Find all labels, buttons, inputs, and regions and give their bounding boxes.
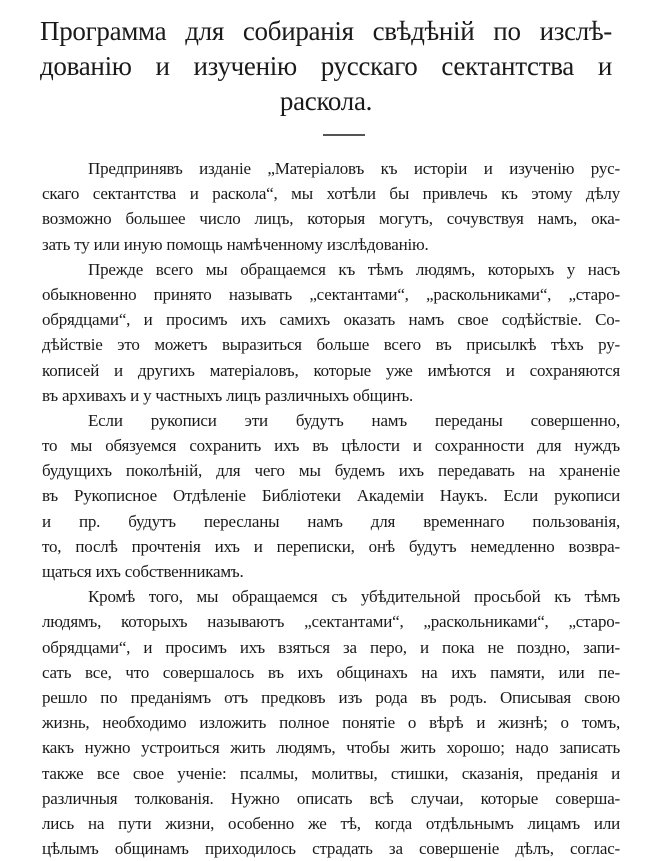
document-title [40,14,612,119]
text-line: зать ту или иную помощь намѣченному изслѣдованію. [42,234,429,254]
text-line: жизнь, необходимо изложить полное понятіе о вѣрѣ и жизнѣ; о томъ, [42,713,620,733]
text-line: въ архивахъ и у частныхъ лицъ различныхъ общинъ. [42,385,414,405]
title-line: раскола. [279,86,373,116]
text-line: кописей и другихъ матеріаловъ, которые уже имѣются и сохраняются [42,360,620,380]
text-line: людямъ, которыхъ называютъ „сектантами“, „раскольниками“, „старо- [42,612,620,632]
text-line: обыкновенно принято называть „сектантами“, „раскольниками“, „старо- [42,284,620,304]
text-line: скаго сектантства и раскола“, мы хотѣли бы привлечь къ этому дѣлу [42,184,620,204]
text-line: то мы обязуемся сохранить ихъ въ цѣлости и сохранности для нуждъ [42,436,620,456]
text-line: то, послѣ прочтенія ихъ и переписки, онѣ будутъ немедленно возвра- [42,536,620,556]
title-line: Программа для собиранія свѣдѣній по изслѣ- [40,16,612,46]
text-line: Кромѣ того, мы обращаемся съ убѣдительной просьбой къ тѣмъ [88,587,620,607]
text-line: сать все, что совершалось въ ихъ общинахъ на ихъ памяти, или пе- [42,662,620,682]
text-line: въ Рукописное Отдѣленіе Библіотеки Академіи Наукъ. Если рукописи [42,486,620,506]
text-line: возможно большее число лицъ, которыя могутъ, сочувствуя намъ, ока- [42,209,620,229]
text-line: какъ нужно устроиться жить людямъ, чтобы жить хорошо; надо записать [42,738,620,758]
text-line: цѣлымъ общинамъ приходилось страдать за совершеніе дѣлъ, соглас- [42,839,620,859]
text-line: решло по преданіямъ отъ предковъ изъ рода въ родъ. Описывая свою [42,687,620,707]
title-divider [323,134,365,136]
text-line: также все свое ученіе: псалмы, молитвы, стишки, сказанія, преданія и [42,763,620,783]
text-line: щаться ихъ собственникамъ. [42,562,244,581]
text-line: различныя толкованія. Нужно описать всѣ случаи, которые соверша- [42,788,620,808]
text-line: Если рукописи эти будутъ намъ переданы совершенно, [88,410,620,430]
text-line: Прежде всего мы обращаемся къ тѣмъ людямъ, которыхъ у насъ [88,259,620,279]
document-body [42,156,620,861]
text-line: обрядцами“, и просимъ ихъ взяться за перо, и пока не поздно, запи- [42,637,620,657]
text-line: и пр. будутъ пересланы намъ для временнаго пользованія, [42,511,620,531]
title-line: дованію и изученію русскаго сектантства и [40,51,612,81]
text-line: будущихъ поколѣній, для чего мы будемъ ихъ передавать на храненіе [42,461,620,481]
text-line: обрядцами“, и просимъ ихъ самихъ оказать намъ свое содѣйствіе. Со- [42,310,620,330]
text-line: дѣйствіе это можетъ выразиться больше всего въ присылкѣ тѣхъ ру- [42,335,620,355]
text-line: Предпринявъ изданіе „Матеріаловъ къ исторіи и изученію рус- [88,159,620,178]
text-line: лись на пути жизни, особенно же тѣ, когда отдѣльнымъ лицамъ или [42,813,620,833]
